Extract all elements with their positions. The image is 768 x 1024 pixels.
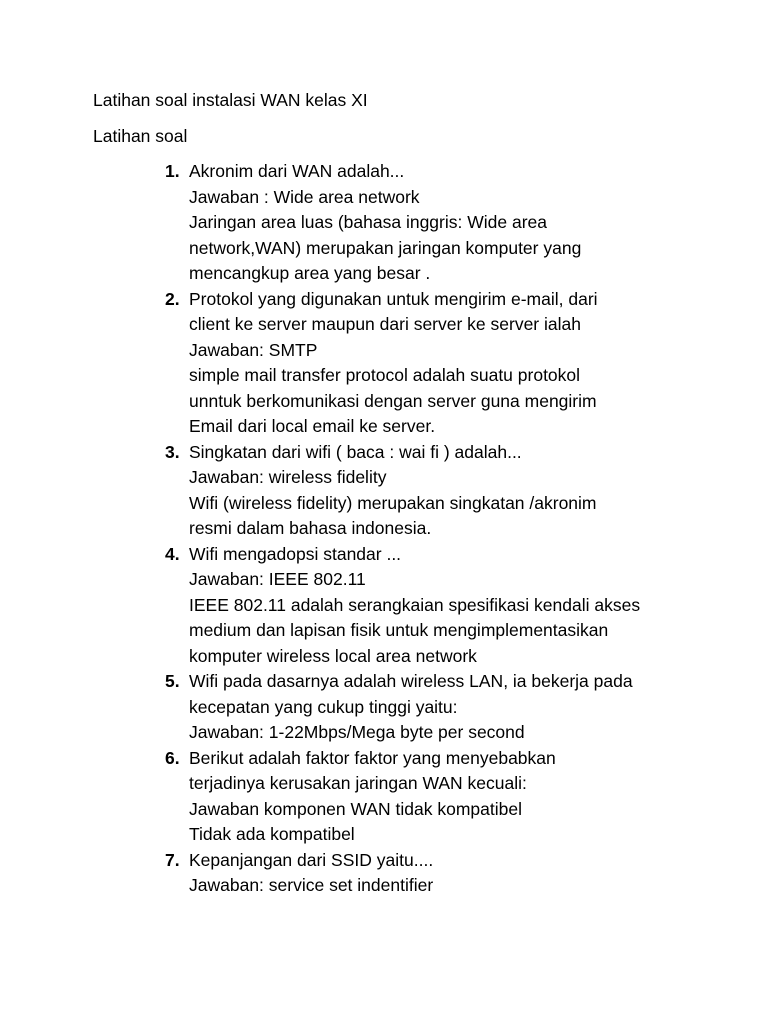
- answer-line: Jawaban komponen WAN tidak kompatibel: [189, 798, 522, 819]
- answer-line: medium dan lapisan fisik untuk mengimplementasikan: [189, 620, 609, 640]
- question-number: 6.: [165, 747, 180, 768]
- answer-line: Jawaban: service set indentifier: [189, 875, 434, 895]
- answer-line: network,WAN) merupakan jaringan komputer yang: [189, 237, 582, 258]
- answer-line: unntuk berkomunikasi dengan server guna mengirim: [189, 390, 597, 411]
- question-text: Kepanjangan dari SSID yaitu....: [189, 849, 434, 870]
- answer-line: Wifi (wireless fidelity) merupakan singkatan /akronim: [189, 492, 597, 513]
- question-number: 5.: [165, 671, 180, 691]
- question-item: [165, 848, 745, 899]
- question-text: Wifi mengadopsi standar ...: [189, 543, 402, 564]
- page-title: Latihan soal instalasi WAN kelas XI: [93, 90, 368, 110]
- answer-line: Jawaban: wireless fidelity: [189, 467, 387, 487]
- question-item: [165, 542, 745, 670]
- question-number: 3.: [165, 441, 180, 462]
- question-list: [165, 159, 745, 899]
- answer-line: Jawaban : Wide area network: [189, 186, 420, 207]
- question-text: Wifi pada dasarnya adalah wireless LAN, ia bekerja pada: [189, 671, 633, 691]
- question-number: 4.: [165, 543, 180, 564]
- answer-line: terjadinya kerusakan jaringan WAN kecuali:: [189, 773, 527, 793]
- answer-line: Jawaban: 1-22Mbps/Mega byte per second: [189, 722, 525, 742]
- answer-line: Jawaban: IEEE 802.11: [189, 569, 366, 589]
- question-text: Berikut adalah faktor faktor yang menyebabkan: [189, 747, 556, 768]
- answer-line: Email dari local email ke server.: [189, 416, 436, 436]
- question-item: [165, 159, 745, 287]
- answer-line: Jaringan area luas (bahasa inggris: Wide area: [189, 212, 547, 232]
- answer-line: simple mail transfer protocol adalah suatu protokol: [189, 365, 581, 385]
- question-number: 2.: [165, 288, 180, 309]
- question-text: Singkatan dari wifi ( baca : wai fi ) adalah...: [189, 441, 522, 462]
- answer-line: Tidak ada kompatibel: [189, 824, 355, 844]
- question-item: [165, 287, 745, 440]
- answer-line: resmi dalam bahasa indonesia.: [189, 518, 432, 538]
- answer-line: Jawaban: SMTP: [189, 339, 318, 360]
- answer-line: IEEE 802.11 adalah serangkaian spesifikasi kendali akses: [189, 594, 641, 615]
- answer-line: kecepatan yang cukup tinggi yaitu:: [189, 696, 458, 717]
- question-number: 1.: [165, 161, 180, 181]
- question-text: Protokol yang digunakan untuk mengirim e-mail, dari: [189, 288, 598, 309]
- page-subtitle: Latihan soal: [93, 126, 188, 146]
- question-number: 7.: [165, 849, 180, 870]
- question-item: [165, 669, 745, 746]
- question-item: [165, 440, 745, 542]
- answer-line: mencangkup area yang besar .: [189, 263, 431, 283]
- answer-line: client ke server maupun dari server ke server ialah: [189, 314, 581, 334]
- answer-line: komputer wireless local area network: [189, 645, 477, 666]
- question-item: [165, 746, 745, 848]
- question-text: Akronim dari WAN adalah...: [189, 161, 405, 181]
